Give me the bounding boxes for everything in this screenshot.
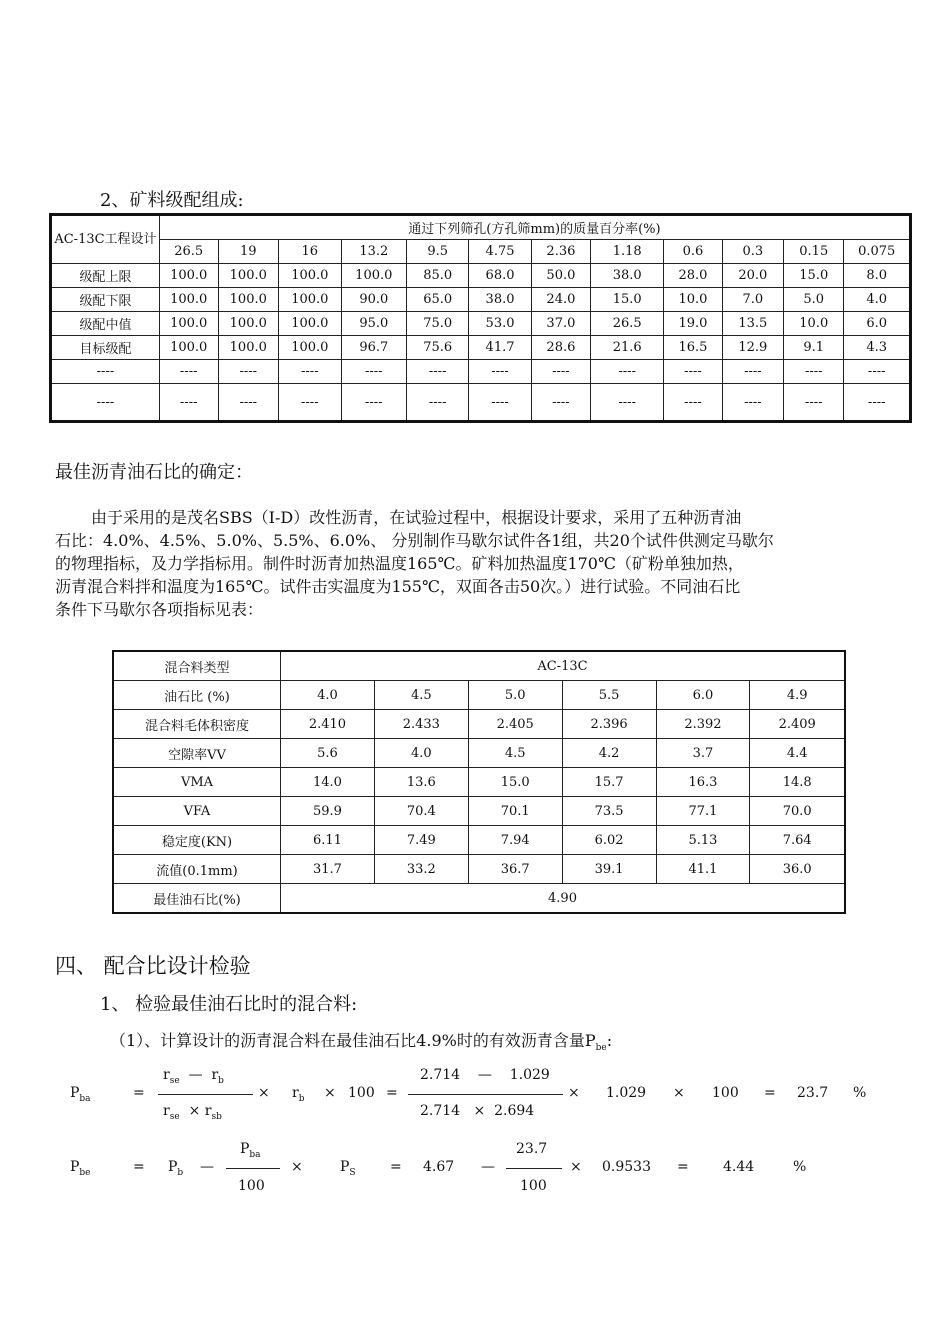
- subsection-title-mixture: 1、 检验最佳油石比时的混合料:: [100, 994, 358, 1015]
- table-cell: ----: [407, 360, 469, 384]
- table-cell: 100.0: [218, 264, 279, 288]
- formula1-eq: =: [133, 1085, 145, 1101]
- table-cell: 14.0: [281, 768, 375, 797]
- table-cell: 100.0: [218, 336, 279, 360]
- formula2-fraction-line: [506, 1168, 562, 1169]
- table-cell: 10.0: [664, 288, 722, 312]
- mix-type-label: 混合料类型: [113, 651, 281, 681]
- table-cell: 7.0: [722, 288, 783, 312]
- table-cell: ----: [844, 384, 911, 422]
- table-cell: ----: [218, 384, 279, 422]
- formula2-pb: $P_b$: [168, 1159, 184, 1178]
- table-cell: 37.0: [531, 312, 590, 336]
- formula1-fraction-line: [408, 1094, 563, 1095]
- table-cell: 100.0: [279, 312, 342, 336]
- formula1-times: ×: [568, 1085, 580, 1101]
- formula2-value: 4.67: [423, 1159, 455, 1175]
- sieve-size-header: 13.2: [341, 240, 406, 264]
- section-title-verification: 四、 配合比设计检验: [55, 954, 251, 978]
- sieve-size-header: 0.15: [784, 240, 844, 264]
- table-cell: ----: [279, 360, 342, 384]
- table-cell: 6.0: [844, 312, 911, 336]
- table-cell: 100.0: [159, 312, 218, 336]
- table-cell: 10.0: [784, 312, 844, 336]
- table-cell: 77.1: [656, 797, 750, 826]
- table-cell: 4.9: [750, 681, 845, 710]
- table-row: [113, 797, 845, 826]
- formula1-den-values: 2.714 × 2.694: [420, 1103, 535, 1119]
- formula2-value: 0.9533: [602, 1159, 651, 1175]
- formula1-times: ×: [258, 1085, 270, 1101]
- calc-text-sub: be: [595, 1043, 607, 1054]
- table-cell: 50.0: [531, 264, 590, 288]
- table-cell: 14.8: [750, 768, 845, 797]
- mix-type-value: AC-13C: [281, 651, 846, 681]
- table-cell: 36.0: [750, 855, 845, 884]
- table-cell: 5.5: [562, 681, 656, 710]
- table-cell: 95.0: [341, 312, 406, 336]
- formula1-value: 1.029: [606, 1085, 647, 1101]
- table-cell: 2.396: [562, 710, 656, 739]
- formula2-minus: —: [200, 1159, 214, 1175]
- formula2-eq: =: [677, 1159, 689, 1175]
- table-cell: 70.4: [374, 797, 468, 826]
- table-cell: 100.0: [341, 264, 406, 288]
- table-cell: 36.7: [468, 855, 562, 884]
- table-cell: 33.2: [374, 855, 468, 884]
- row-label: 级配上限: [51, 264, 160, 288]
- section-title-grading: 2、矿料级配组成:: [100, 190, 244, 211]
- table-cell: 4.0: [844, 288, 911, 312]
- table-cell: ----: [218, 360, 279, 384]
- table-cell: 7.94: [468, 826, 562, 855]
- table-row: [51, 264, 911, 288]
- paragraph-line: 条件下马歇尔各项指标见表：: [55, 600, 264, 619]
- table-cell: 7.64: [750, 826, 845, 855]
- table-cell: 53.0: [469, 312, 531, 336]
- table-cell: 2.405: [468, 710, 562, 739]
- table-cell: 100.0: [279, 288, 342, 312]
- table-row: [51, 384, 911, 422]
- table-cell: 6.11: [281, 826, 375, 855]
- table-row: [51, 288, 911, 312]
- formula1-unit: %: [853, 1085, 867, 1101]
- formula1-eq: =: [386, 1085, 398, 1101]
- table-cell: 90.0: [341, 288, 406, 312]
- table-cell: 13.6: [374, 768, 468, 797]
- table-cell: 15.0: [784, 264, 844, 288]
- table-cell: 15.7: [562, 768, 656, 797]
- formula2-times: ×: [291, 1159, 303, 1175]
- formula1-num-values: 2.714 — 1.029: [420, 1067, 550, 1083]
- table-cell: 4.5: [468, 739, 562, 768]
- table-cell: 24.0: [531, 288, 590, 312]
- table-cell: 4.3: [844, 336, 911, 360]
- formula1-eq: =: [764, 1085, 776, 1101]
- table-cell: 100.0: [218, 312, 279, 336]
- paragraph-line: 石比：4.0%、4.5%、5.0%、5.5%、6.0%、 分别制作马歇尔试件各1组，共20个试件供测定马歇尔: [55, 531, 774, 550]
- table-cell: 13.5: [722, 312, 783, 336]
- formula1-rb: $r_b$: [292, 1085, 305, 1104]
- table-cell: ----: [407, 384, 469, 422]
- table-cell: 7.49: [374, 826, 468, 855]
- grading-corner-label: AC-13C工程设计: [51, 215, 160, 264]
- subsection-calc-text: [110, 1028, 612, 1053]
- table-cell: ----: [531, 360, 590, 384]
- formula2-unit: %: [793, 1159, 807, 1175]
- sieve-size-header: 1.18: [591, 240, 664, 264]
- sieve-size-header: 9.5: [407, 240, 469, 264]
- table-cell: 15.0: [468, 768, 562, 797]
- table-row: [113, 826, 845, 855]
- section-title-optimal: 最佳沥青油石比的确定：: [55, 462, 253, 483]
- formula1-result: 23.7: [797, 1085, 829, 1101]
- row-label: 流值(0.1mm): [113, 855, 281, 884]
- table-cell: 4.0: [281, 681, 375, 710]
- formula1-times: ×: [324, 1085, 336, 1101]
- formula2-fraction-line: [226, 1168, 280, 1169]
- table-cell: 12.9: [722, 336, 783, 360]
- table-cell: 2.409: [750, 710, 845, 739]
- description-paragraph: [55, 506, 875, 621]
- table-cell: 16.3: [656, 768, 750, 797]
- row-label: VMA: [113, 768, 281, 797]
- formula2-eq: =: [133, 1159, 145, 1175]
- table-cell: 100.0: [159, 288, 218, 312]
- table-cell: ----: [591, 360, 664, 384]
- table-row: [51, 336, 911, 360]
- formula2-den: 100: [238, 1178, 265, 1194]
- table-cell: 31.7: [281, 855, 375, 884]
- table-cell: ----: [159, 360, 218, 384]
- table-cell: 28.6: [531, 336, 590, 360]
- table-cell: 38.0: [591, 264, 664, 288]
- table-cell: 4.5: [374, 681, 468, 710]
- table-cell: 2.410: [281, 710, 375, 739]
- table-cell: 16.5: [664, 336, 722, 360]
- formula1-value: 100: [712, 1085, 739, 1101]
- table-cell: ----: [722, 360, 783, 384]
- table-cell: 5.13: [656, 826, 750, 855]
- table-cell: 4.0: [374, 739, 468, 768]
- row-label: 级配下限: [51, 288, 160, 312]
- sieve-size-header: 4.75: [469, 240, 531, 264]
- table-cell: 100.0: [159, 264, 218, 288]
- table-cell: 70.1: [468, 797, 562, 826]
- calc-text: （1）、计算设计的沥青混合料在最佳油石比4.9%时的有效沥青含量P: [110, 1031, 596, 1050]
- table-cell: 2.433: [374, 710, 468, 739]
- table-cell: 4.4: [750, 739, 845, 768]
- table-cell: 26.5: [591, 312, 664, 336]
- table-cell: 4.2: [562, 739, 656, 768]
- table-cell: ----: [591, 384, 664, 422]
- table-cell: 96.7: [341, 336, 406, 360]
- formula2-minus: —: [481, 1159, 495, 1175]
- table-cell: 73.5: [562, 797, 656, 826]
- table-cell: ----: [722, 384, 783, 422]
- best-ratio-value: 4.90: [281, 884, 846, 914]
- table-cell: 75.6: [407, 336, 469, 360]
- formula2-num: 23.7: [516, 1141, 548, 1157]
- formula1-num: $r_{se}$ — $r_b$: [163, 1067, 224, 1086]
- sieve-size-header: 0.075: [844, 240, 911, 264]
- table-cell: ----: [159, 384, 218, 422]
- formula2-den: 100: [520, 1178, 547, 1194]
- table-cell: 5.6: [281, 739, 375, 768]
- formula2-num: $P_{ba}$: [240, 1141, 261, 1160]
- row-label: 混合料毛体积密度: [113, 710, 281, 739]
- table-cell: 100.0: [279, 336, 342, 360]
- marshall-table: [112, 650, 846, 914]
- table-cell: 2.392: [656, 710, 750, 739]
- table-cell: 28.0: [664, 264, 722, 288]
- table-cell: 65.0: [407, 288, 469, 312]
- table-cell: 41.1: [656, 855, 750, 884]
- row-label: 空隙率VV: [113, 739, 281, 768]
- table-cell: 85.0: [407, 264, 469, 288]
- table-cell: 5.0: [468, 681, 562, 710]
- table-row: [51, 360, 911, 384]
- table-cell: 100.0: [279, 264, 342, 288]
- table-cell: 39.1: [562, 855, 656, 884]
- paragraph-line: 由于采用的是茂名SBS（I-D）改性沥青，在试验过程中，根据设计要求，采用了五种沥青油: [91, 508, 742, 527]
- formula1-den: $r_{se} \times r_{sb}$: [163, 1103, 222, 1122]
- formula2-eq: =: [390, 1159, 402, 1175]
- table-cell: 6.02: [562, 826, 656, 855]
- table-cell: 3.7: [656, 739, 750, 768]
- table-cell: ----: [844, 360, 911, 384]
- row-label: 目标级配: [51, 336, 160, 360]
- best-ratio-label: 最佳油石比(%): [113, 884, 281, 914]
- row-label: 稳定度(KN): [113, 826, 281, 855]
- table-row: [113, 710, 845, 739]
- grading-table: [49, 213, 912, 423]
- table-cell: 68.0: [469, 264, 531, 288]
- formula1-hundred: 100: [348, 1085, 375, 1101]
- sieve-size-header: 0.6: [664, 240, 722, 264]
- table-cell: ----: [341, 360, 406, 384]
- row-label: ----: [51, 360, 160, 384]
- grading-span-header: 通过下列筛孔(方孔筛mm)的质量百分率(%): [159, 215, 910, 240]
- table-cell: 59.9: [281, 797, 375, 826]
- formula2-ps: $P_S$: [340, 1159, 356, 1178]
- table-cell: 15.0: [591, 288, 664, 312]
- table-cell: 8.0: [844, 264, 911, 288]
- formula1-times: ×: [673, 1085, 685, 1101]
- table-cell: ----: [469, 360, 531, 384]
- calc-text-tail: :: [606, 1031, 613, 1050]
- table-row: [113, 739, 845, 768]
- formula2-lhs: $P_{be}$: [70, 1159, 91, 1178]
- table-row: [113, 855, 845, 884]
- row-label: 级配中值: [51, 312, 160, 336]
- row-label: ----: [51, 384, 160, 422]
- table-cell: ----: [469, 384, 531, 422]
- table-cell: 5.0: [784, 288, 844, 312]
- table-cell: ----: [279, 384, 342, 422]
- table-cell: 100.0: [159, 336, 218, 360]
- table-cell: 9.1: [784, 336, 844, 360]
- paragraph-line: 的物理指标，及力学指标用。制件时沥青加热温度165℃。矿料加热温度170℃（矿粉单独加热，: [55, 554, 744, 573]
- table-cell: ----: [664, 384, 722, 422]
- table-row: [113, 768, 845, 797]
- table-row: [51, 312, 911, 336]
- table-cell: ----: [341, 384, 406, 422]
- sieve-size-header: 26.5: [159, 240, 218, 264]
- table-row: [113, 681, 845, 710]
- formula2-times: ×: [570, 1159, 582, 1175]
- table-cell: ----: [784, 384, 844, 422]
- row-label: 油石比 (%): [113, 681, 281, 710]
- table-cell: ----: [664, 360, 722, 384]
- formula1-lhs: $P_{ba}$: [70, 1085, 91, 1104]
- table-cell: 75.0: [407, 312, 469, 336]
- table-cell: 21.6: [591, 336, 664, 360]
- table-cell: ----: [531, 384, 590, 422]
- sieve-size-header: 16: [279, 240, 342, 264]
- table-cell: 20.0: [722, 264, 783, 288]
- table-cell: 38.0: [469, 288, 531, 312]
- sieve-size-header: 0.3: [722, 240, 783, 264]
- sieve-size-header: 19: [218, 240, 279, 264]
- table-cell: 19.0: [664, 312, 722, 336]
- table-cell: 70.0: [750, 797, 845, 826]
- table-cell: 100.0: [218, 288, 279, 312]
- table-cell: 6.0: [656, 681, 750, 710]
- sieve-size-header: 2.36: [531, 240, 590, 264]
- formula1-fraction-line: [158, 1094, 253, 1095]
- paragraph-line: 沥青混合料拌和温度为165℃。试件击实温度为155℃，双面各击50次。）进行试验。不同油石比: [55, 577, 741, 596]
- table-cell: 41.7: [469, 336, 531, 360]
- formula2-result: 4.44: [723, 1159, 755, 1175]
- row-label: VFA: [113, 797, 281, 826]
- table-cell: ----: [784, 360, 844, 384]
